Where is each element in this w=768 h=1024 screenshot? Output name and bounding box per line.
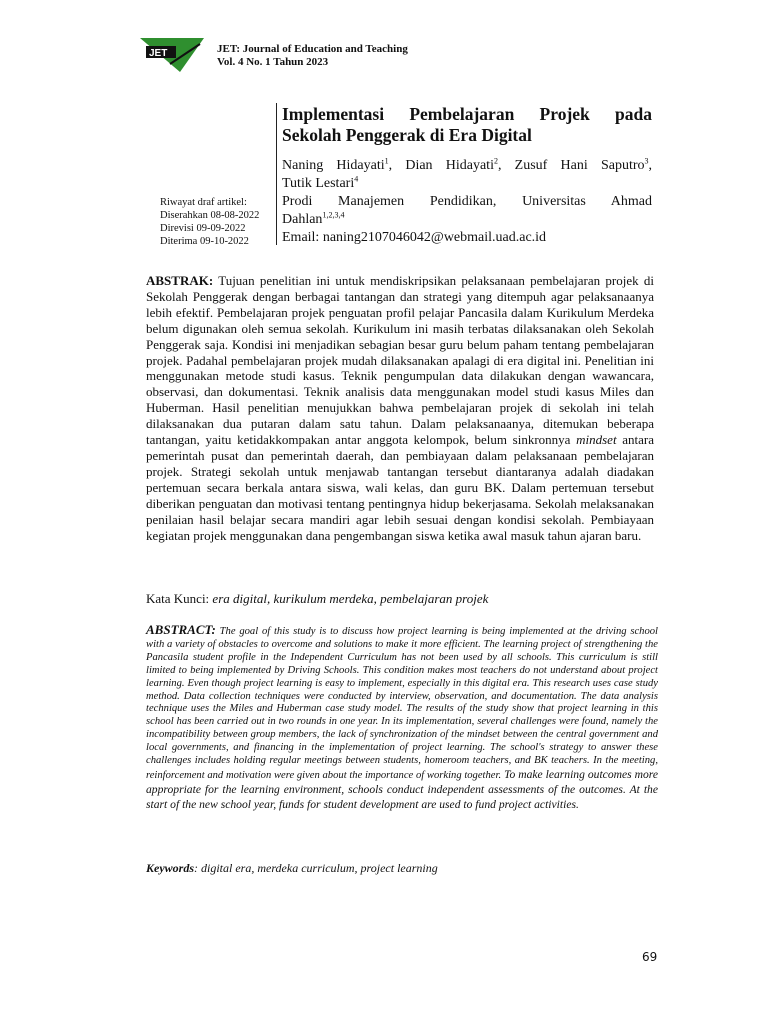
abstrak-label: ABSTRAK: (146, 273, 214, 288)
abstract-text-large: To make learning outcomes more appropriate for the learning environment, schools conduct independent assessments of the outcomes. At the start of the new school year, funds for student development are used to fund project activities. (146, 767, 658, 811)
history-revised: Direvisi 09-09-2022 (160, 223, 246, 234)
authors-line-2 (282, 175, 652, 193)
abstrak-mindset: mindset (576, 432, 617, 448)
kata-kunci-label: Kata Kunci: (146, 591, 210, 606)
abstract-text-small: The goal of this study is to discuss how project learning is being implemented at the driving school with a variety of obstacles to overcome and solutions to make it more efficient. The learning project of strengthening the Pancasila student profile in the Independent Curriculum has not been used by all schools. This curriculum is still limited to being implemented by Driving Schools. This condition makes most teachers do not understand about project learning. Even though project learning is easy to implement, especially in this digital era. This research uses case study method. Data collection techniques were conducted by interview, observation, and documentation. The data analysis technique uses the Miles and Huberman case study model. The results of the study show that project learning in this school has been carried out in two rounds in one year. In its implementation, several challenges were found, namely the incompatibility between group members, the lack of synchronization of the mindset between the central government and local governments, and financing in the implementation of project learning. The school's strategy to answer these challenges includes holding regular meetings between students, homeroom teachers, and BK teachers. In the meeting, reinforcement and motivation were given about the importance of working together. (146, 626, 658, 781)
affiliation-line-1: Prodi Manajemen Pendidikan, Universitas Ahmad (282, 194, 652, 209)
abstrak-text-2: antara pemerintah pusat dan pemerintah daerah, dan pembiayaan dalam pelaksanaan pembelajaran projek. Strategi sekolah untuk menjawab tantangan tersebut diantaranya adalah diadakan pertemuan secara berkala antara siswa, wali kelas, dan guru BK. Dalam pertemuan tersebut diberikan penguatan dan motivasi tentang pentingnya hidup bekerjasama. Sekolah melaksanakan penilaian hasil belajar secara mandiri agar lebih sesuai dengan kondisi sekolah. Pembiayaan kegiatan projek menggunakan dana pengembangan siswa ketika awal masuk tahun ajaran baru. (146, 432, 654, 543)
abstrak-text-1: Tujuan penelitian ini untuk mendiskripsikan pelaksanaan pembelajaran projek di Sekolah Penggerak dengan berbagai tantangan dan strategi yang ditempuh agar pelaksanaanya lebih efektif. Pembelajaran projek penguatan profil pelajar Pancasila dalam Kurikulum Merdeka belum digunakan oleh semua sekolah. Kurikulum ini masih terbatas dilaksanakan oleh Sekolah Penggerak saja. Kondisi ini menjadikan sebagian besar guru belum paham tentang pembelajaran projek. Padahal pembelajaran projek mudah dilaksanakan apalagi di era digital ini. Penelitian ini menggunakan metode studi kasus. Teknik pengumpulan data dilakukan dengan wawancara, observasi, dan dokumentasi. Teknik analisis data menggunakan model studi kasus Miles dan Huberman. Hasil penelitian menujukkan bahwa pembelajaran projek di sekolah ini telah dilaksanakan dua putaran dalam satu tahun. Dalam pelaksanaanya, ditemukan beberapa tantangan, yaitu ketidakkompakan antar anggota kelompok, belum sinkronnya (146, 273, 654, 448)
history-accepted: Diterima 09-10-2022 (160, 236, 249, 247)
page-number: 69 (642, 950, 658, 964)
history-submitted: Diserahkan 08-08-2022 (160, 210, 260, 221)
kata-kunci-value: era digital, kurikulum merdeka, pembelajaran projek (209, 591, 489, 606)
abstract-label: ABSTRACT: (146, 622, 216, 637)
journal-volume: Vol. 4 No. 1 Tahun 2023 (217, 56, 329, 68)
title-divider-line (276, 103, 277, 245)
author-1-sup: 1 (384, 156, 389, 166)
affiliation-name-end: Dahlan (282, 212, 323, 227)
title-line-1: Implementasi Pembelajaran Projek pada (282, 104, 652, 124)
article-history (160, 196, 259, 248)
keywords (146, 861, 438, 876)
author-3: Zusuf Hani Saputro (514, 158, 645, 173)
affiliation-sup: 1,2,3,4 (322, 210, 345, 220)
history-heading: Riwayat draf artikel: (160, 197, 247, 208)
article-title (282, 104, 652, 146)
journal-name: JET: Journal of Education and Teaching (217, 43, 408, 55)
author-4: Tutik Lestari (282, 176, 355, 191)
affiliation-line-2 (282, 211, 652, 229)
author-block (282, 157, 652, 247)
journal-logo (140, 38, 204, 72)
kata-kunci (146, 591, 654, 607)
authors-line-1: Naning Hidayati$^1$, Dian Hidayati$^2$, Zusuf Hani Saputro$^3$, (282, 156, 652, 173)
author-2: Dian Hidayati (405, 158, 494, 173)
abstract-paragraph (146, 624, 658, 813)
keywords-value: : digital era, merdeka curriculum, project learning (194, 861, 438, 875)
journal-header (217, 43, 408, 69)
author-3-sup: 3 (644, 156, 649, 166)
keywords-label: Keywords (146, 861, 194, 875)
author-email: Email: naning2107046042@webmail.uad.ac.id (282, 230, 547, 245)
author-2-sup: 2 (493, 156, 498, 166)
title-line-2: Sekolah Penggerak di Era Digital (282, 125, 532, 145)
author-1: Naning Hidayati (282, 158, 385, 173)
author-4-sup: 4 (354, 174, 359, 184)
logo-text: JET (149, 48, 168, 59)
title-block (282, 104, 652, 247)
abstrak-paragraph (146, 273, 654, 543)
